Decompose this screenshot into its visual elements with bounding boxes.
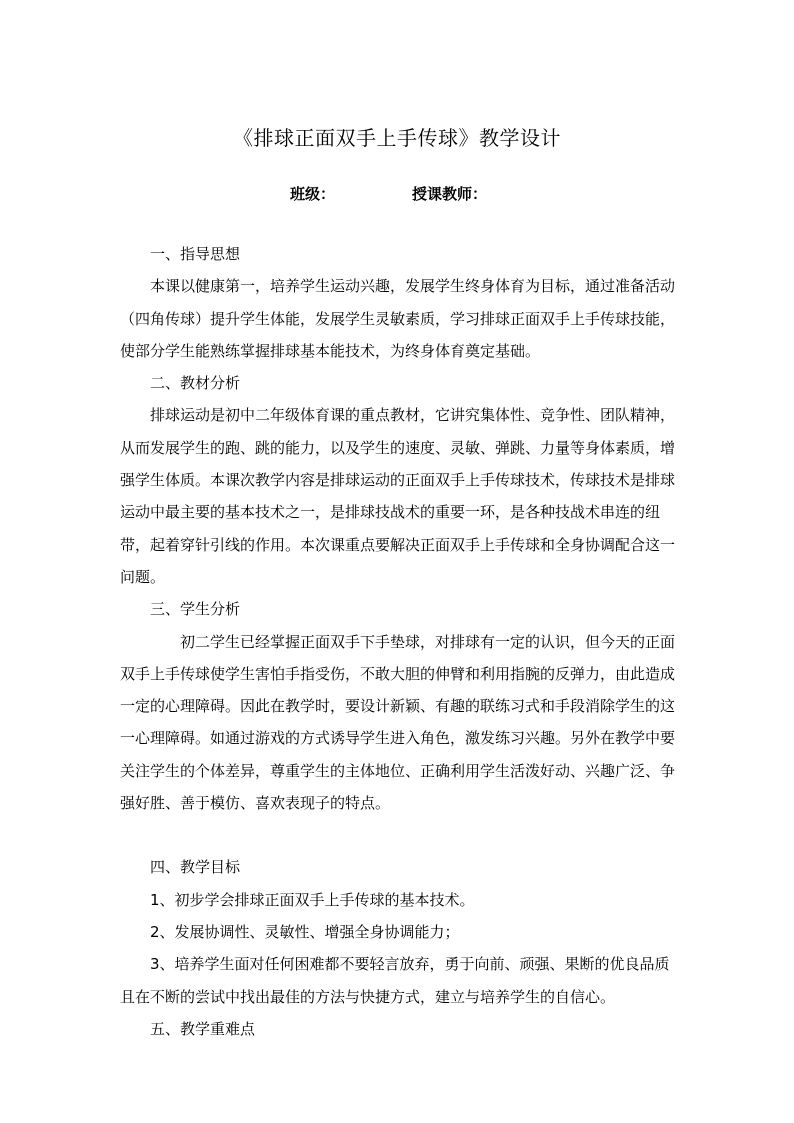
- section-heading: 四、教学目标: [150, 858, 241, 877]
- section-paragraph: 初二学生已经掌握正面双手下手垫球，对排球有一定的认识，但今天的正面双手上手传球使学生害怕手指受伤，不敢大胆的伸臂和利用指腕的反弹力，由此造成一定的心理障碍。因此在教学时，要设计新颖、有趣的联练习式和手段消除学生的这一心理障碍。如通过游戏的方式诱导学生进入角色，激发练习兴趣。另外在教学中要关注学生的个体差异，尊重学生的主体地位、正确利用学生活泼好动、兴趣广泛、争强好胜、善于模仿、喜欢表现子的特点。: [120, 632, 676, 813]
- objective-item: 2、发展协调性、灵敏性、增强全身协调能力；: [150, 922, 460, 941]
- section-paragraph: 排球运动是初中二年级体育课的重点教材，它讲究集体性、竞争性、团队精神，从而发展学生的跑、跳的能力，以及学生的速度、灵敏、弹跳、力量等身体素质，增强学生体质。本课次教学内容是排球运动的正面双手上手传球技术，传球技术是排球运动中最主要的基本技术之一，是排球技战术的重要一环，是各种技战术串连的纽带，起着穿针引线的作用。本次课重点要解决正面双手上手传球和全身协调配合这一问题。: [120, 406, 676, 586]
- section-paragraph: 本课以健康第一，培养学生运动兴趣，发展学生终身体育为目标，通过准备活动（四角传球）提升学生体能，发展学生灵敏素质，学习排球正面双手上手传球技能，使部分学生能熟练掌握排球基本能技术，为终身体育奠定基础。: [120, 277, 676, 360]
- document-meta: [0, 183, 794, 207]
- section-heading: 二、教材分析: [150, 374, 241, 393]
- section-heading: 三、学生分析: [150, 600, 241, 619]
- teacher-label: 授课教师：: [412, 185, 488, 203]
- objective-item: 1、初步学会排球正面双手上手传球的基本技术。: [150, 890, 475, 909]
- document-title: 《排球正面双手上手传球》教学设计: [233, 126, 561, 150]
- section-heading: 五、教学重难点: [150, 1019, 256, 1038]
- objective-item: 3、培养学生面对任何困难都不要轻言放弃，勇于向前、顽强、果断的优良品质 且在不断的尝试中找出最佳的方法与快捷方式，建立与培养学生的自信心。: [120, 955, 670, 1006]
- document-body: [120, 238, 680, 1045]
- class-label: 班级：: [290, 185, 336, 203]
- section-heading: 一、指导思想: [150, 245, 241, 263]
- blank-line: [120, 819, 680, 851]
